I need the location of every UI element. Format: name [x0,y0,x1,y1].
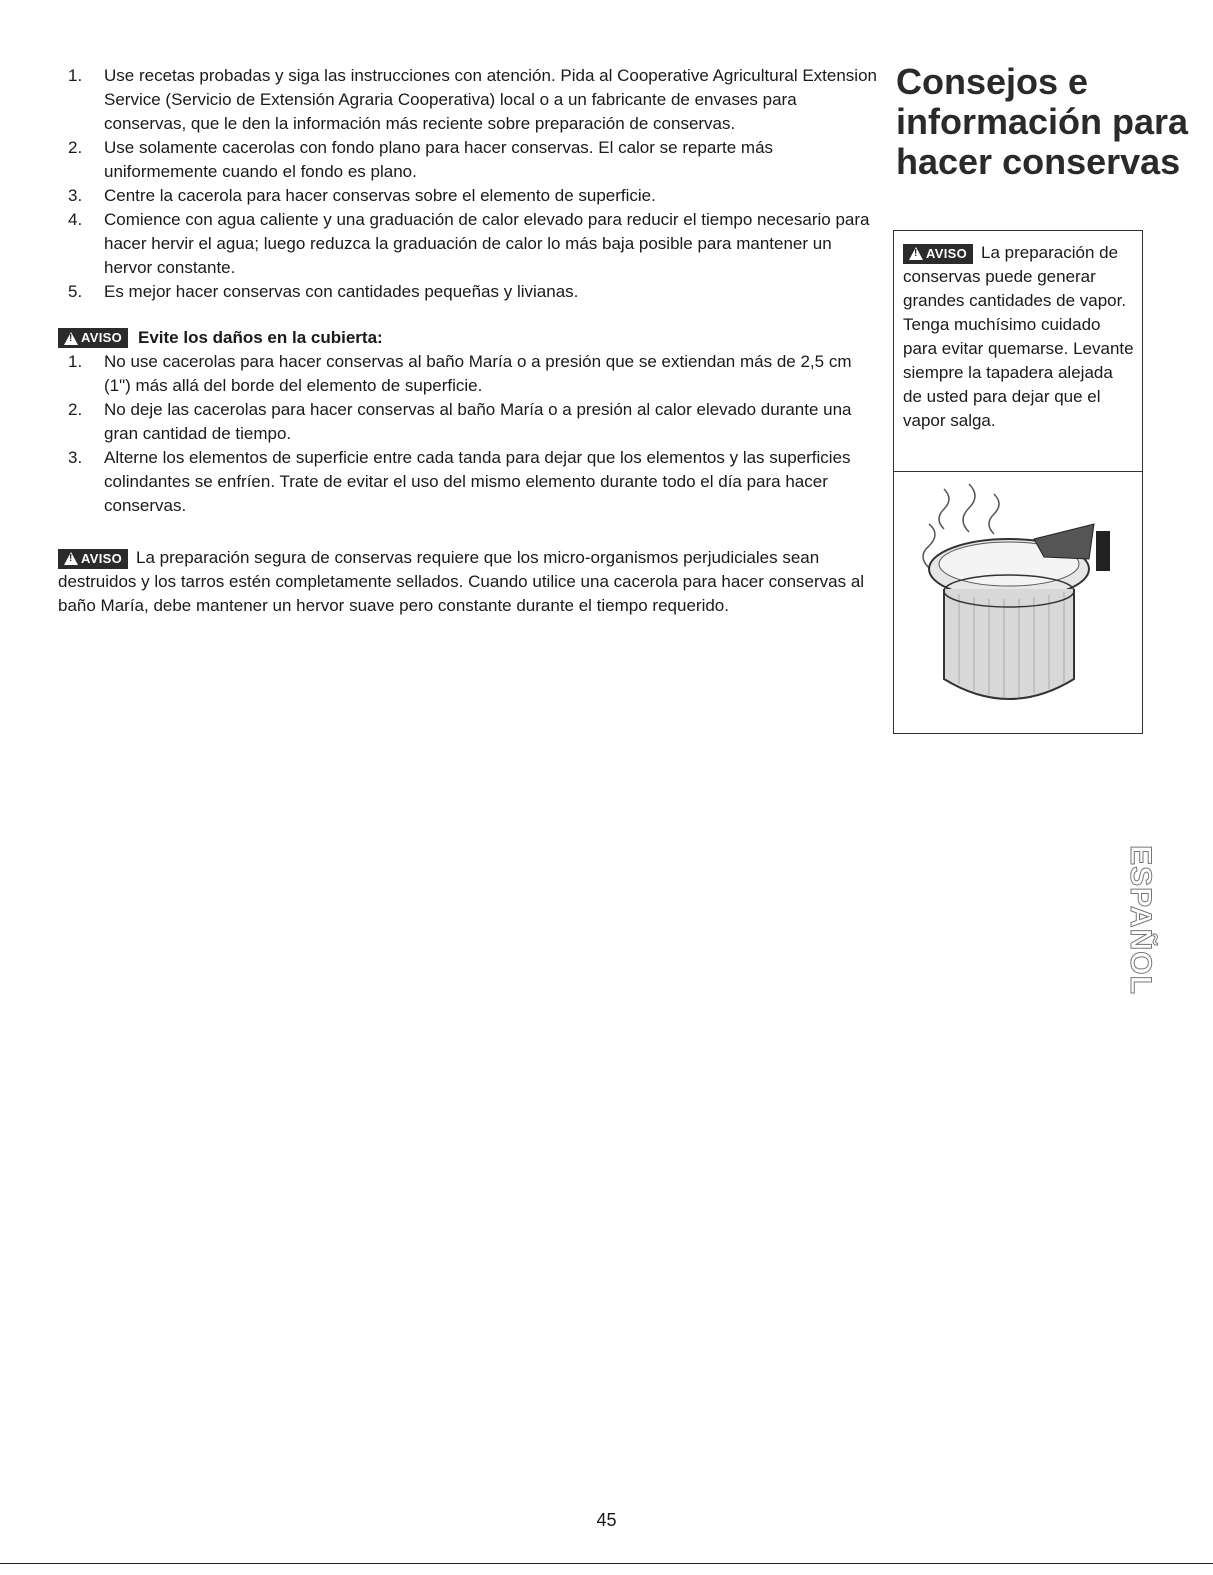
list-item: 3. Centre la cacerola para hacer conservas sobre el elemento de superficie. [68,186,656,205]
section-title: Consejos e información para hacer conservas [896,61,1189,182]
damage-tips-list [58,350,878,518]
warning-triangle-icon [64,332,78,345]
page-number: 45 [596,1510,617,1530]
box-divider [894,471,1142,472]
canner-pot-steam-illustration [914,479,1124,719]
warning-badge: ! AVISO [58,328,128,348]
list-item: 4. Comience con agua caliente y una graduación de calor elevado para reducir el tiempo necesario para hacer hervir el agua; luego reduzca la graduación de calor lo más baja posible para mantener un hervor constante. [68,210,870,277]
warning-triangle-icon [64,552,78,565]
damage-warning-heading [58,326,878,350]
safe-canning-warning: ! AVISO La preparación segura de conservas requiere que los micro-organismos perjudiciales sean destruidos y los tarros estén completamente sellados. Cuando utilice una cacerola para hacer conservas al baño María, debe mantener un hervor suave pero constante durante el tiempo requerido. [58,546,878,618]
warning-badge: ! AVISO [58,549,128,569]
list-item: 2. No deje las cacerolas para hacer conservas al baño María o a presión al calor elevado durante una gran cantidad de tiempo. [68,400,852,443]
list-item: 1. Use recetas probadas y siga las instrucciones con atención. Pida al Cooperative Agricultural Extension Service (Servicio de Extensión Agraria Cooperativa) local o a un fabricante de envases para conservas, que le den la información más reciente sobre preparación de conservas. [68,66,877,133]
list-item: 2. Use solamente cacerolas con fondo plano para hacer conservas. El calor se reparte más uniformemente cuando el fondo es plano. [68,138,774,181]
list-item: 3. Alterne los elementos de superficie entre cada tanda para dejar que los elementos y las superficies colindantes se enfríen. Trate de evitar el uso del mismo elemento durante todo el día para hacer conservas. [68,448,851,515]
language-tab: ESPAÑOL [1124,845,1157,995]
main-column [58,64,878,635]
list-item: 1. No use cacerolas para hacer conservas al baño María o a presión que se extiendan más de 2,5 cm (1") más allá del borde del elemento de superficie. [68,352,852,395]
list-item: 5. Es mejor hacer conservas con cantidades pequeñas y livianas. [68,282,579,301]
warning-triangle-icon [909,247,923,260]
steam-warning-box [893,230,1143,734]
footer-rule [0,1563,1213,1564]
steam-warning-text: ! AVISO La preparación de conservas puede generar grandes cantidades de vapor. Tenga muchísimo cuidado para evitar quemarse. Levante siempre la tapadera alejada de usted para dejar que el vapor salga. [894,231,1142,441]
canning-tips-list [58,64,878,304]
warning-badge: ! AVISO [903,244,973,264]
damage-heading-text: Evite los daños en la cubierta: [138,328,383,347]
